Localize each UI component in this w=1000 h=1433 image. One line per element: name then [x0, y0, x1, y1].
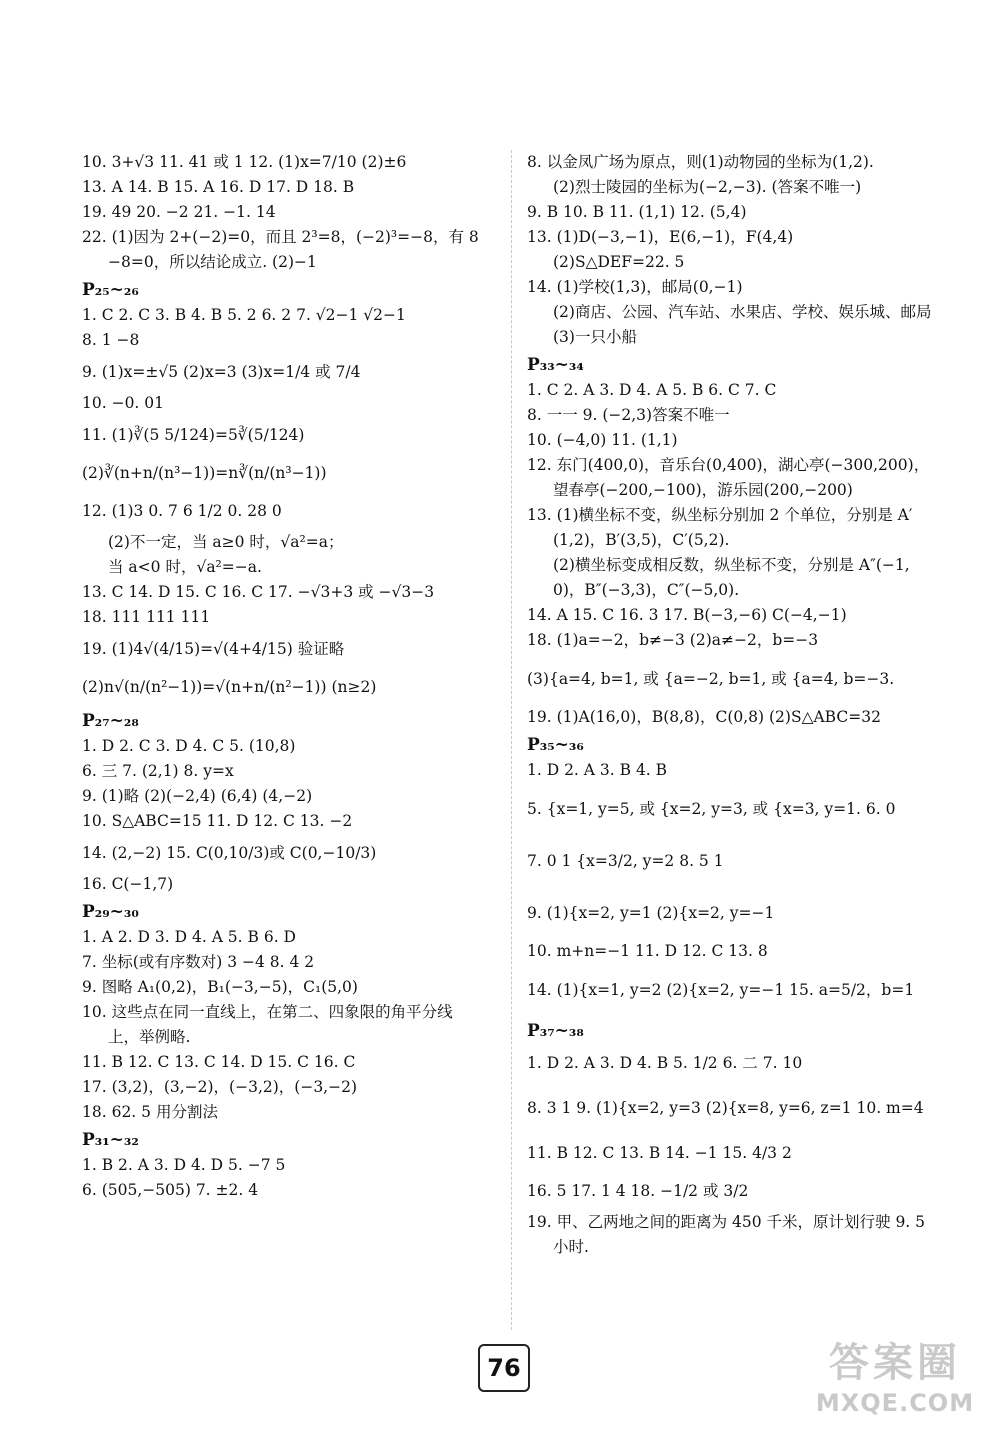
answer-line: 19. 49 20. −2 21. −1. 14 — [82, 203, 276, 221]
answer-line: 16. C(−1,7) — [82, 875, 174, 893]
answer-line: 13. C 14. D 15. C 16. C 17. −√3+3 或 −√3−3 — [82, 583, 435, 601]
answer-line: (2)横坐标变成相反数，纵坐标不变，分别是 A″(−1, — [553, 556, 910, 574]
answer-line: 1. C 2. C 3. B 4. B 5. 2 6. 2 7. √2−1 √2−1 — [82, 306, 406, 324]
answer-line: −8=0，所以结论成立. (2)−1 — [108, 253, 317, 271]
answer-line: 0)，B″(−3,3)，C″(−5,0). — [553, 581, 740, 599]
answer-line: 14. (1){x=1, y=2 (2){x=2, y=−1 15. a=5/2，b=1 — [527, 981, 915, 999]
answer-line: (2)烈士陵园的坐标为(−2,−3). (答案不唯一) — [553, 178, 862, 196]
left-column — [82, 150, 502, 1203]
answer-line: 22. (1)因为 2+(−2)=0，而且 2³=8，(−2)³=−8，有 8 — [82, 228, 479, 246]
answer-line: (1,2)，B′(3,5)，C′(5,2). — [553, 531, 730, 549]
answer-line: 10. S△ABC=15 11. D 12. C 13. −2 — [82, 812, 353, 830]
answer-line: 1. D 2. A 3. D 4. B 5. 1/2 6. 二 7. 10 — [527, 1054, 803, 1072]
answer-line: 19. 甲、乙两地之间的距离为 450 千米，原计划行驶 9. 5 — [527, 1213, 926, 1231]
right-column — [527, 150, 957, 1260]
answer-line: 9. 图略 A₁(0,2)，B₁(−3,−5)，C₁(5,0) — [82, 978, 358, 996]
answer-line: 8. 3 1 9. (1){x=2, y=3 (2){x=8, y=6, z=1 10. m=4 — [527, 1099, 924, 1117]
answer-line: 14. A 15. C 16. 3 17. B(−3,−6) C(−4,−1) — [527, 606, 847, 624]
answer-line: (3)一只小船 — [553, 328, 637, 346]
answer-line: 9. B 10. B 11. (1,1) 12. (5,4) — [527, 203, 747, 221]
section-heading: P₃₃~₃₄ — [527, 355, 584, 375]
answer-line: 14. (2,−2) 15. C(0,10/3)或 C(0,−10/3) — [82, 844, 377, 862]
answer-line: (2)商店、公园、汽车站、水果店、学校、娱乐城、邮局 — [553, 303, 932, 321]
answer-line: 8. 一一 9. (−2,3)答案不唯一 — [527, 406, 730, 424]
answer-line: (3){a=4, b=1, 或 {a=−2, b=1, 或 {a=4, b=−3. — [527, 670, 895, 688]
answer-line: 14. (1)学校(1,3)，邮局(0,−1) — [527, 278, 743, 296]
answer-line: 12. 东门(400,0)，音乐台(0,400)，湖心亭(−300,200)， — [527, 456, 930, 474]
answer-line: 当 a<0 时，√a²=−a. — [108, 558, 262, 576]
answer-line: 上，举例略. — [108, 1028, 191, 1046]
answer-line: 7. 0 1 {x=3/2, y=2 8. 5 1 — [527, 852, 724, 870]
answer-line: 9. (1)略 (2)(−2,4) (6,4) (4,−2) — [82, 787, 313, 805]
answer-line: 1. A 2. D 3. D 4. A 5. B 6. D — [82, 928, 296, 946]
watermark-site: MXQE.COM — [815, 1389, 975, 1417]
answer-line: 10. m+n=−1 11. D 12. C 13. 8 — [527, 942, 768, 960]
answer-line: 19. (1)4√(4/15)=√(4+4/15) 验证略 — [82, 640, 345, 658]
answer-line: (2)n√(n/(n²−1))=√(n+n/(n²−1)) (n≥2) — [82, 678, 377, 696]
answer-line: 1. B 2. A 3. D 4. D 5. −7 5 — [82, 1156, 286, 1174]
answer-line: 19. (1)A(16,0)，B(8,8)，C(0,8) (2)S△ABC=32 — [527, 708, 881, 726]
answer-line: 17. (3,2)，(3,−2)，(−3,2)，(−3,−2) — [82, 1078, 358, 1096]
answer-line: 16. 5 17. 1 4 18. −1/2 或 3/2 — [527, 1182, 749, 1200]
section-heading: P₃₅~₃₆ — [527, 735, 584, 755]
answer-line: 1. D 2. A 3. B 4. B — [527, 761, 668, 779]
answer-line: 11. B 12. C 13. B 14. −1 15. 4/3 2 — [527, 1144, 792, 1162]
column-divider — [511, 150, 513, 1330]
answer-line: 11. B 12. C 13. C 14. D 15. C 16. C — [82, 1053, 356, 1071]
answer-line: 9. (1){x=2, y=1 (2){x=2, y=−1 — [527, 904, 775, 922]
answer-line: 9. (1)x=±√5 (2)x=3 (3)x=1/4 或 7/4 — [82, 363, 361, 381]
section-heading: P₂₇~₂₈ — [82, 711, 139, 731]
answer-line: 10. 3+√3 11. 41 或 1 12. (1)x=7/10 (2)±6 — [82, 153, 407, 171]
answer-line: 8. 1 −8 — [82, 331, 140, 349]
answer-line: 18. (1)a=−2，b≠−3 (2)a≠−2，b=−3 — [527, 631, 819, 649]
watermark — [800, 1340, 990, 1426]
answer-line: 13. (1)D(−3,−1)，E(6,−1)，F(4,4) — [527, 228, 794, 246]
answer-line: (2)不一定，当 a≥0 时，√a²=a； — [108, 533, 344, 551]
answer-line: 5. {x=1, y=5, 或 {x=2, y=3, 或 {x=3, y=1. 6. 0 — [527, 800, 896, 818]
answer-line: 1. D 2. C 3. D 4. C 5. (10,8) — [82, 737, 296, 755]
answer-line: 望春亭(−200,−100)，游乐园(200,−200) — [553, 481, 853, 499]
section-heading: P₂₉~₃₀ — [82, 902, 139, 922]
answer-line: (2)S△DEF=22. 5 — [553, 253, 685, 271]
answer-line: 18. 62. 5 用分割法 — [82, 1103, 218, 1121]
answer-line: 6. (505,−505) 7. ±2. 4 — [82, 1181, 259, 1199]
answer-line: 10. −0. 01 — [82, 394, 165, 412]
section-heading: P₃₇~₃₈ — [527, 1021, 584, 1041]
answer-line: 6. 三 7. (2,1) 8. y=x — [82, 762, 234, 780]
answer-line: 18. 111 111 111 — [82, 608, 211, 626]
answer-line: 7. 坐标(或有序数对) 3 −4 8. 4 2 — [82, 953, 315, 971]
section-heading: P₃₁~₃₂ — [82, 1130, 139, 1150]
answer-line: 小时. — [553, 1238, 589, 1256]
answer-line: (2)∛(n+n/(n³−1))=n∛(n/(n³−1)) — [82, 464, 327, 482]
answer-line: 10. (−4,0) 11. (1,1) — [527, 431, 678, 449]
answer-line: 12. (1)3 0. 7 6 1/2 0. 28 0 — [82, 502, 282, 520]
answer-line: 10. 这些点在同一直线上，在第二、四象限的角平分线 — [82, 1003, 453, 1021]
answer-line: 11. (1)∛(5 5/124)=5∛(5/124) — [82, 426, 305, 444]
section-heading: P₂₅~₂₆ — [82, 280, 139, 300]
answer-line: 8. 以金凤广场为原点，则(1)动物园的坐标为(1,2). — [527, 153, 874, 171]
answer-line: 1. C 2. A 3. D 4. A 5. B 6. C 7. C — [527, 381, 777, 399]
answer-line: 13. (1)横坐标不变，纵坐标分别加 2 个单位，分别是 A′ — [527, 506, 913, 524]
watermark-logo: 答案圈 — [829, 1340, 961, 1386]
answer-line: 13. A 14. B 15. A 16. D 17. D 18. B — [82, 178, 355, 196]
page-number: 76 — [478, 1344, 530, 1392]
